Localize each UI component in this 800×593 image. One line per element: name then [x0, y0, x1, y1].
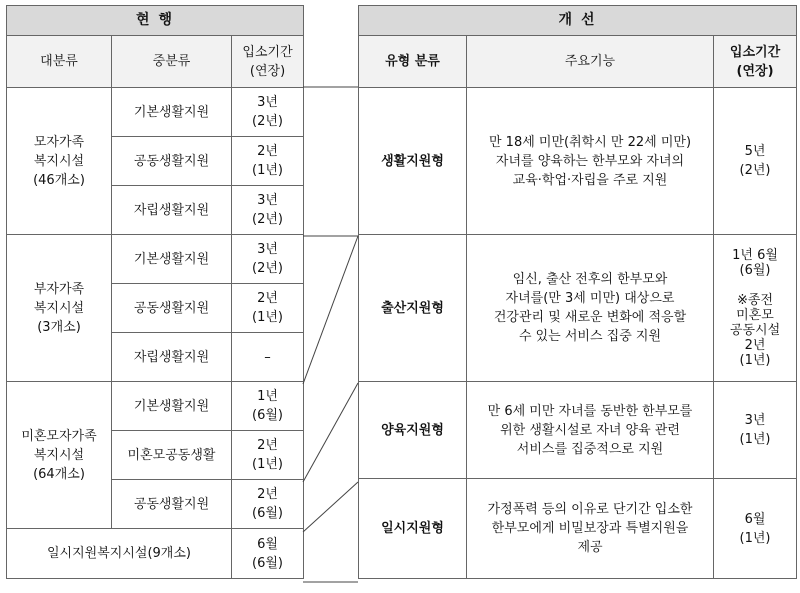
temporary-facility-cell: 일시지원복지시설(9개소)	[7, 529, 232, 579]
middle-category-cell: 기본생활지원	[112, 235, 232, 284]
header-major-category: 대분류	[7, 36, 112, 88]
major-category-cell: 미혼모자가족 복지시설 (64개소)	[7, 382, 112, 529]
middle-category-cell: 미혼모공동생활	[112, 431, 232, 480]
period-cell: 1년 (6월)	[232, 382, 304, 431]
current-title: 현 행	[7, 6, 304, 36]
type-cell: 양육지원형	[359, 382, 467, 479]
period-cell: 2년 (6월)	[232, 480, 304, 529]
middle-category-cell: 공동생활지원	[112, 284, 232, 333]
period-cell: 1년 6월 (6월) ※종전 미혼모 공동시설 2년 (1년)	[714, 235, 797, 382]
middle-category-cell: 공동생활지원	[112, 480, 232, 529]
improved-title: 개 선	[359, 6, 797, 36]
header-middle-category: 중분류	[112, 36, 232, 88]
period-cell: 3년 (1년)	[714, 382, 797, 479]
period-cell: 2년 (1년)	[232, 284, 304, 333]
connector-line	[303, 482, 358, 532]
type-cell: 생활지원형	[359, 88, 467, 235]
period-cell: 3년 (2년)	[232, 186, 304, 235]
period-cell: 3년 (2년)	[232, 88, 304, 137]
function-cell: 만 18세 미만(취학시 만 22세 미만) 자녀를 양육하는 한부모와 자녀의 교육·학업·자립을 주로 지원	[467, 88, 714, 235]
middle-category-cell: 공동생활지원	[112, 137, 232, 186]
header-function: 주요기능	[467, 36, 714, 88]
major-category-cell: 모자가족 복지시설 (46개소)	[7, 88, 112, 235]
connector-line	[303, 383, 358, 482]
function-cell: 만 6세 미만 자녀를 동반한 한부모를 위한 생활시설로 자녀 양육 관련 서비스를 집중적으로 지원	[467, 382, 714, 479]
period-cell: 5년 (2년)	[714, 88, 797, 235]
middle-category-cell: 자립생활지원	[112, 186, 232, 235]
middle-category-cell: 기본생활지원	[112, 382, 232, 431]
period-cell: 6월 (1년)	[714, 479, 797, 579]
header-period: 입소기간 (연장)	[232, 36, 304, 88]
function-cell: 가정폭력 등의 이유로 단기간 입소한 한부모에게 비밀보장과 특별지원을 제공	[467, 479, 714, 579]
major-category-cell: 부자가족 복지시설 (3개소)	[7, 235, 112, 382]
header-period: 입소기간 (연장)	[714, 36, 797, 88]
header-type: 유형 분류	[359, 36, 467, 88]
period-cell: 2년 (1년)	[232, 137, 304, 186]
middle-category-cell: 자립생활지원	[112, 333, 232, 382]
period-cell: 3년 (2년)	[232, 235, 304, 284]
current-system-table	[6, 5, 304, 579]
period-cell: –	[232, 333, 304, 382]
improved-system-table	[358, 5, 797, 579]
type-cell: 일시지원형	[359, 479, 467, 579]
middle-category-cell: 기본생활지원	[112, 88, 232, 137]
connector-line	[303, 236, 358, 384]
period-cell: 2년 (1년)	[232, 431, 304, 480]
period-cell: 6월 (6월)	[232, 529, 304, 579]
function-cell: 임신, 출산 전후의 한부모와 자녀를(만 3세 미만) 대상으로 건강관리 및 새로운 변화에 적응할 수 있는 서비스 집중 지원	[467, 235, 714, 382]
type-cell: 출산지원형	[359, 235, 467, 382]
